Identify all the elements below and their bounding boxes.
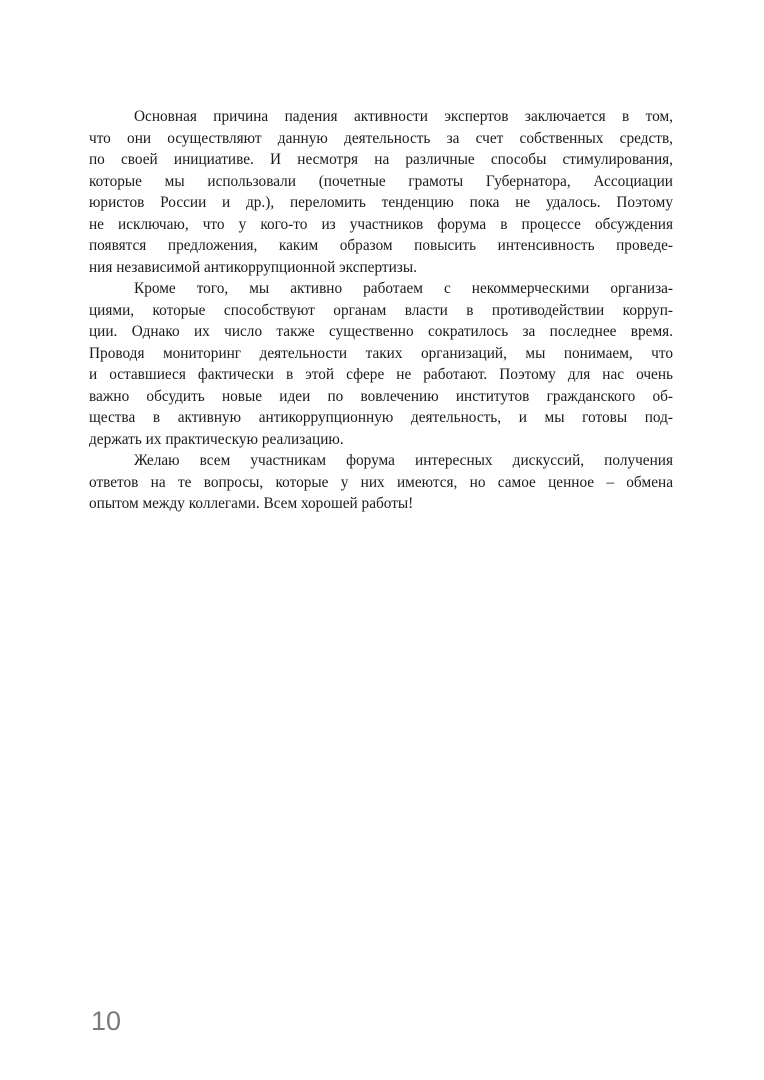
- paragraph-2: [89, 278, 673, 450]
- paragraph-line: Проводя мониторинг деятельности таких организаций, мы понимаем, что: [89, 344, 673, 362]
- paragraph-line: важно обсудить новые идеи по вовлечению институтов гражданского об-: [89, 387, 673, 405]
- paragraph-line: Основная причина падения активности экспертов заключается в том,: [134, 108, 673, 125]
- page-number: 10: [91, 1006, 122, 1036]
- paragraph-line: Желаю всем участникам форума интересных дискуссий, получения: [134, 452, 673, 469]
- paragraph-line: Кроме того, мы активно работаем с некоммерческими организа-: [134, 280, 673, 297]
- paragraph-line: ответов на те вопросы, которые у них имеются, но самое ценное – обмена: [89, 473, 673, 491]
- paragraph-line: опытом между коллегами. Всем хорошей работы!: [89, 495, 414, 512]
- paragraph-line: ции. Однако их число также существенно сократилось за последнее время.: [89, 323, 673, 340]
- paragraph-line: не исключаю, что у кого-то из участников форума в процессе обсуждения: [89, 215, 673, 233]
- paragraph-line: юристов России и др.), переломить тенденцию пока не удалось. Поэтому: [89, 194, 673, 211]
- paragraph-line: щества в активную антикоррупционную деятельность, и мы готовы под-: [89, 409, 673, 426]
- paragraph-line: и оставшиеся фактически в этой сфере не работают. Поэтому для нас очень: [89, 366, 673, 383]
- paragraph-line: что они осуществляют данную деятельность за счет собственных средств,: [89, 129, 673, 147]
- paragraph-line: ния независимой антикоррупционной экспертизы.: [89, 258, 417, 276]
- body-text: [89, 106, 673, 515]
- paragraph-line: циями, которые способствуют органам власти в противодействии корруп-: [89, 301, 673, 319]
- paragraph-3: [89, 450, 673, 515]
- paragraph-line: которые мы использовали (почетные грамоты Губернатора, Ассоциации: [89, 172, 673, 190]
- paragraph-line: держать их практическую реализацию.: [89, 430, 344, 448]
- paragraph-line: появятся предложения, каким образом повысить интенсивность проведе-: [89, 237, 673, 254]
- paragraph-line: по своей инициативе. И несмотря на различные способы стимулирования,: [89, 151, 673, 168]
- paragraph-1: [89, 106, 673, 278]
